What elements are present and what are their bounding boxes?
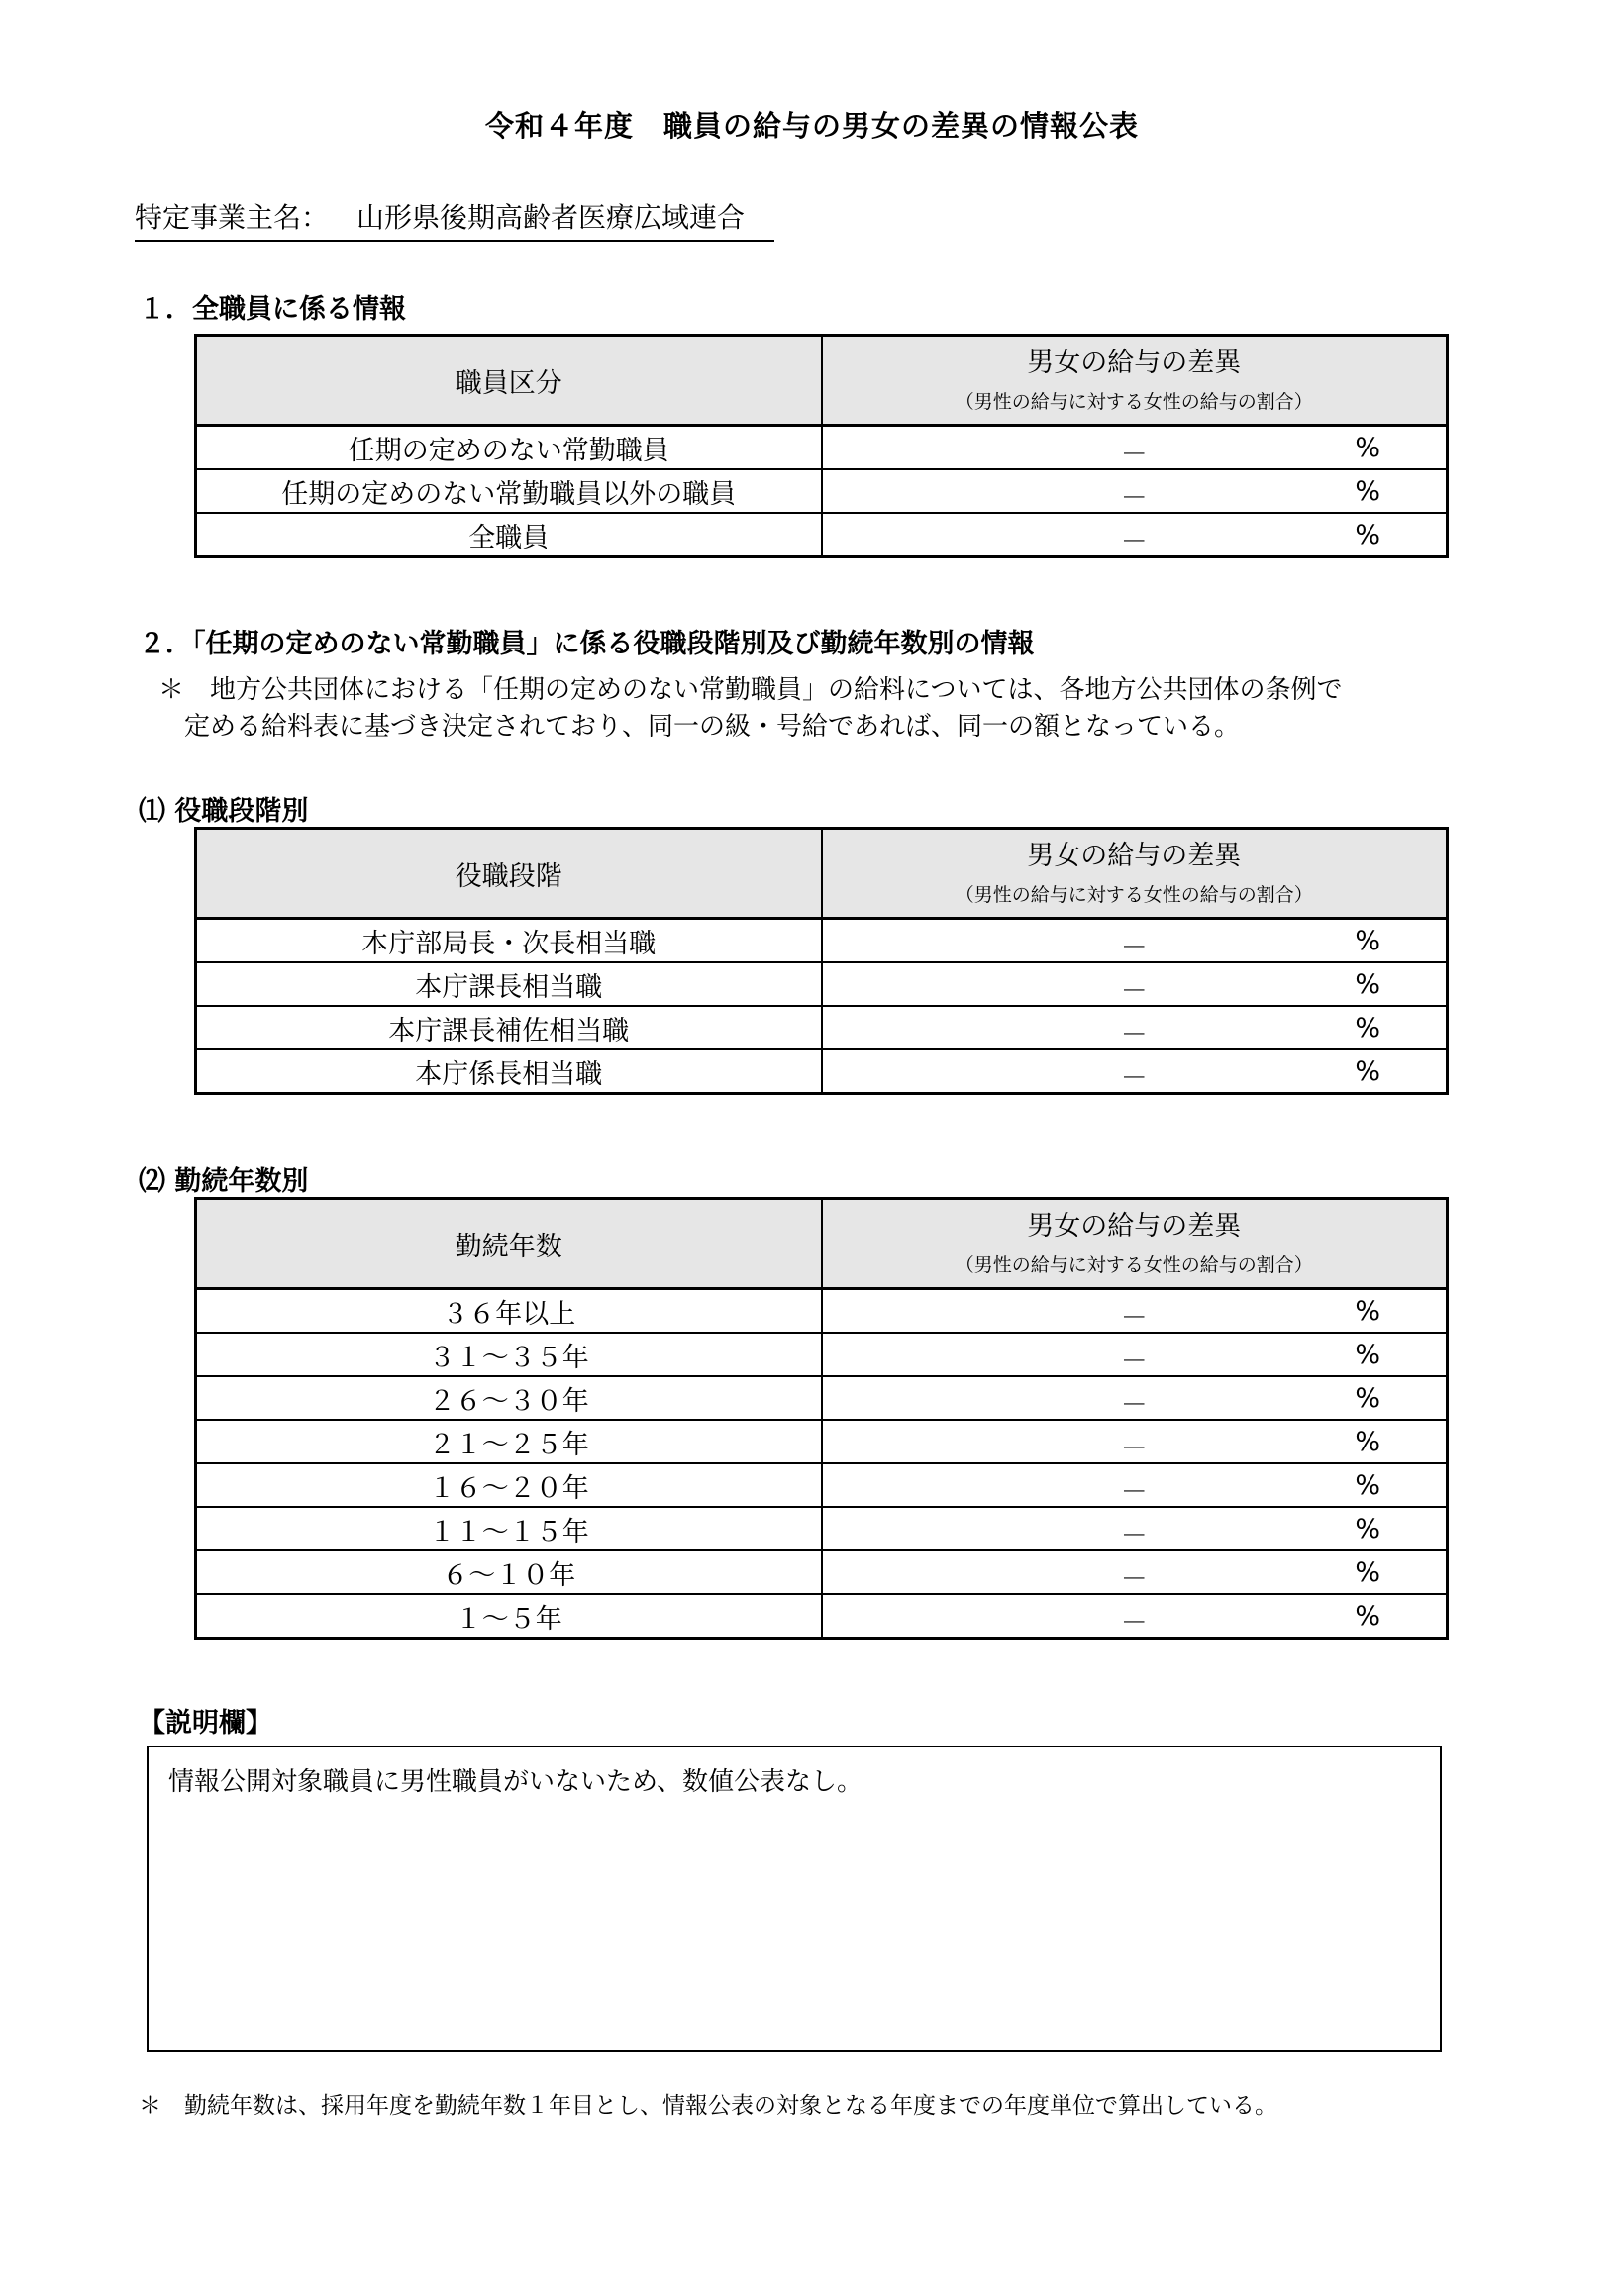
row-unit: % (1355, 969, 1380, 1000)
row-label: 本庁課長相当職 (196, 962, 822, 1006)
row-value: － (1120, 1390, 1148, 1421)
table-row (196, 1006, 1448, 1049)
row-value: － (1120, 1303, 1148, 1334)
table-row (196, 469, 1448, 513)
row-label: 本庁課長補佐相当職 (196, 1006, 822, 1049)
section2-note-mark: ＊ (158, 675, 185, 705)
table-row (196, 919, 1448, 963)
subsection2-heading: ⑵ 勤続年数別 (139, 1166, 309, 1197)
row-label: 本庁部局長・次長相当職 (196, 919, 822, 963)
row-label: １６～２０年 (196, 1463, 822, 1507)
subsection1-header-right-sub: （男性の給与に対する女性の給与の割合） (955, 884, 1313, 906)
subsection2-header-left: 勤続年数 (196, 1199, 822, 1289)
table-row (196, 426, 1448, 470)
table-row (196, 513, 1448, 557)
row-value-cell (822, 1006, 1448, 1049)
row-value-cell (822, 1550, 1448, 1594)
row-unit: % (1355, 1470, 1380, 1501)
row-value: － (1120, 1477, 1148, 1508)
section1-heading: １．全職員に係る情報 (139, 294, 406, 325)
table-row (196, 1420, 1448, 1463)
row-value: － (1120, 1564, 1148, 1595)
section1-header-right (822, 336, 1448, 426)
row-value: － (1120, 1347, 1148, 1377)
row-value: － (1120, 1434, 1148, 1464)
row-value-cell (822, 1463, 1448, 1507)
section2-note-line2: 定める給料表に基づき決定されており、同一の級・号給であれば、同一の額となっている。 (184, 712, 1241, 742)
subsection1-heading: ⑴ 役職段階別 (139, 796, 309, 827)
subsection1-header-right (822, 829, 1448, 919)
subsection1-header-left: 役職段階 (196, 829, 822, 919)
row-unit: % (1355, 1514, 1380, 1545)
row-unit: % (1355, 1013, 1380, 1044)
table-row (196, 1049, 1448, 1094)
row-label: 任期の定めのない常勤職員 (196, 426, 822, 470)
row-value-cell (822, 426, 1448, 470)
table-row (196, 1376, 1448, 1420)
table-row (196, 1333, 1448, 1376)
subsection1-header-right-main: 男女の給与の差異 (1027, 841, 1242, 871)
row-label: 全職員 (196, 513, 822, 557)
row-value-cell (822, 962, 1448, 1006)
row-value-cell (822, 1420, 1448, 1463)
row-label: ３６年以上 (196, 1289, 822, 1334)
table-row (196, 1594, 1448, 1639)
row-unit: % (1355, 1340, 1380, 1370)
row-value: － (1120, 1020, 1148, 1050)
row-value: － (1120, 440, 1148, 470)
row-value: － (1120, 1608, 1148, 1639)
row-label: 本庁係長相当職 (196, 1049, 822, 1094)
row-label: ２６～３０年 (196, 1376, 822, 1420)
subsection2-header-right-sub: （男性の給与に対する女性の給与の割合） (955, 1254, 1313, 1276)
employer-name: 山形県後期高齢者医療広域連合 (356, 201, 746, 234)
table-row (196, 1507, 1448, 1550)
row-value-cell (822, 1594, 1448, 1639)
row-unit: % (1355, 433, 1380, 463)
subsection1-table (194, 827, 1449, 1095)
row-value: － (1120, 527, 1148, 557)
row-unit: % (1355, 1296, 1380, 1327)
row-value-cell (822, 919, 1448, 963)
row-label: ６～１０年 (196, 1550, 822, 1594)
row-value: － (1120, 933, 1148, 963)
row-value-cell (822, 1333, 1448, 1376)
row-label: 任期の定めのない常勤職員以外の職員 (196, 469, 822, 513)
table-row (196, 1550, 1448, 1594)
table-row (196, 962, 1448, 1006)
section1-header-right-main: 男女の給与の差異 (1027, 348, 1242, 378)
section1-table (194, 334, 1449, 558)
row-value-cell (822, 1507, 1448, 1550)
page-title: 令和４年度 職員の給与の男女の差異の情報公表 (484, 109, 1139, 143)
row-unit: % (1355, 520, 1380, 550)
row-value-cell (822, 513, 1448, 557)
section2-note-line1: 地方公共団体における「任期の定めのない常勤職員」の給料については、各地方公共団体の条例で (210, 675, 1343, 705)
row-value: － (1120, 1063, 1148, 1094)
explanation-text: 情報公開対象職員に男性職員がいないため、数値公表なし。 (168, 1767, 863, 1797)
row-label: １１～１５年 (196, 1507, 822, 1550)
table-row (196, 1289, 1448, 1334)
subsection2-header-right-main: 男女の給与の差異 (1027, 1211, 1242, 1242)
row-label: ２１～２５年 (196, 1420, 822, 1463)
row-label: １～５年 (196, 1594, 822, 1639)
subsection2-table (194, 1197, 1449, 1640)
row-value-cell (822, 1289, 1448, 1334)
explanation-heading: 【説明欄】 (139, 1708, 272, 1739)
section1-header-right-sub: （男性の給与に対する女性の給与の割合） (955, 391, 1313, 413)
row-value: － (1120, 1521, 1148, 1551)
row-value-cell (822, 1376, 1448, 1420)
row-unit: % (1355, 1557, 1380, 1588)
row-unit: % (1355, 1383, 1380, 1414)
row-value: － (1120, 483, 1148, 514)
employer-label: 特定事業主名： (135, 201, 330, 234)
row-label: ３１～３５年 (196, 1333, 822, 1376)
employer-line (135, 196, 774, 242)
subsection2-header-right (822, 1199, 1448, 1289)
row-unit: % (1355, 1601, 1380, 1632)
row-value-cell (822, 1049, 1448, 1094)
table-row (196, 1463, 1448, 1507)
row-unit: % (1355, 1427, 1380, 1457)
section1-header-left: 職員区分 (196, 336, 822, 426)
row-value-cell (822, 469, 1448, 513)
section2-heading: ２．「任期の定めのない常勤職員」に係る役職段階別及び勤続年数別の情報 (139, 629, 1035, 659)
row-value: － (1120, 976, 1148, 1007)
row-unit: % (1355, 1056, 1380, 1087)
explanation-box (147, 1746, 1442, 2052)
row-unit: % (1355, 926, 1380, 956)
row-unit: % (1355, 476, 1380, 507)
footnote: ＊ 勤続年数は、採用年度を勤続年数１年目とし、情報公表の対象となる年度までの年度単位で算出している。 (139, 2093, 1277, 2119)
